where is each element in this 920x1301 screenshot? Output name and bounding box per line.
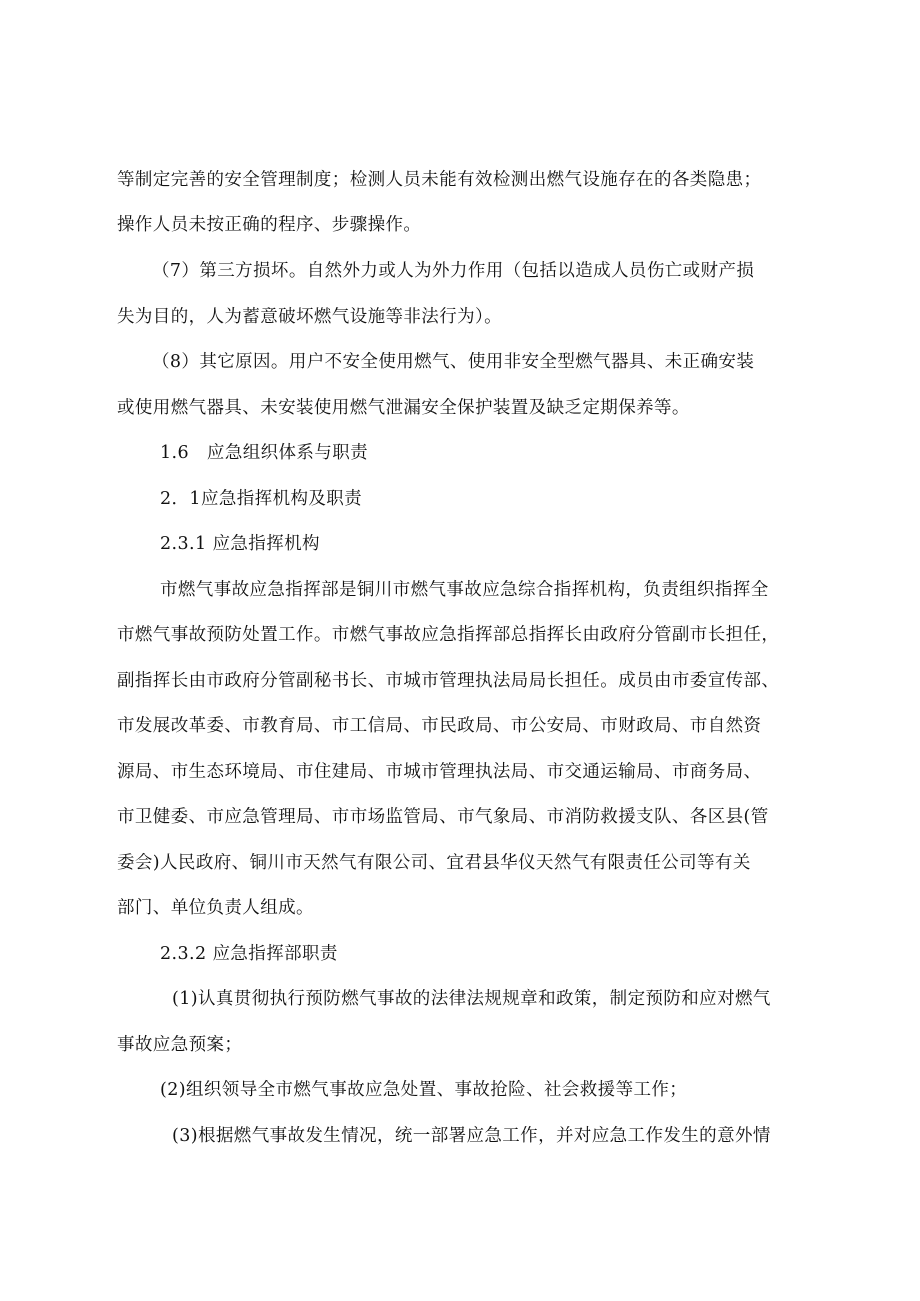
text-line: 市卫健委、市应急管理局、市市场监管局、市气象局、市消防救援支队、各区县(管 [117,807,769,827]
section-heading: 2.3.2 应急指挥部职责 [160,944,338,964]
section-heading: 2.3.1 应急指挥机构 [160,534,320,554]
text-line: 部门、单位负责人组成。 [117,898,314,918]
text-line: 委会)人民政府、铜川市天然气有限公司、宜君县华仪天然气有限责任公司等有关 [117,853,751,873]
text-line: 市燃气事故应急指挥部是铜川市燃气事故应急综合指挥机构，负责组织指挥全 [160,580,769,600]
text-line: (1)认真贯彻执行预防燃气事故的法律法规规章和政策，制定预防和应对燃气 [172,989,771,1009]
text-line: 市燃气事故预防处置工作。市燃气事故应急指挥部总指挥长由政府分管副市长担任， [117,625,780,645]
section-heading: 1.6 应急组织体系与职责 [160,443,369,463]
text-line: （8）其它原因。用户不安全使用燃气、使用非安全型燃气器具、未正确安装 [152,352,755,372]
text-line: 副指挥长由市政府分管副秘书长、市城市管理执法局局长担任。成员由市委宣传部、 [117,671,780,691]
text-line: 源局、市生态环境局、市住建局、市城市管理执法局、市交通运输局、市商务局、 [117,762,762,782]
text-line: 等制定完善的安全管理制度；检测人员未能有效检测出燃气设施存在的各类隐患； [117,170,762,190]
text-line: （7）第三方损坏。自然外力或人为外力作用（包括以造成人员伤亡或财产损 [152,261,755,281]
section-heading: 2．1应急指挥机构及职责 [160,489,363,509]
text-line: 市发展改革委、市教育局、市工信局、市民政局、市公安局、市财政局、市自然资 [117,716,762,736]
text-line: (3)根据燃气事故发生情况，统一部署应急工作，并对应急工作发生的意外情 [172,1126,771,1146]
text-line: (2)组织领导全市燃气事故应急处置、事故抢险、社会救援等工作； [160,1080,688,1100]
text-line: 操作人员未按正确的程序、步骤操作。 [117,215,422,235]
text-line: 事故应急预案； [117,1035,243,1055]
text-line: 或使用燃气器具、未安装使用燃气泄漏安全保护装置及缺乏定期保养等。 [117,398,690,418]
text-line: 失为目的，人为蓄意破坏燃气设施等非法行为）。 [117,307,503,327]
